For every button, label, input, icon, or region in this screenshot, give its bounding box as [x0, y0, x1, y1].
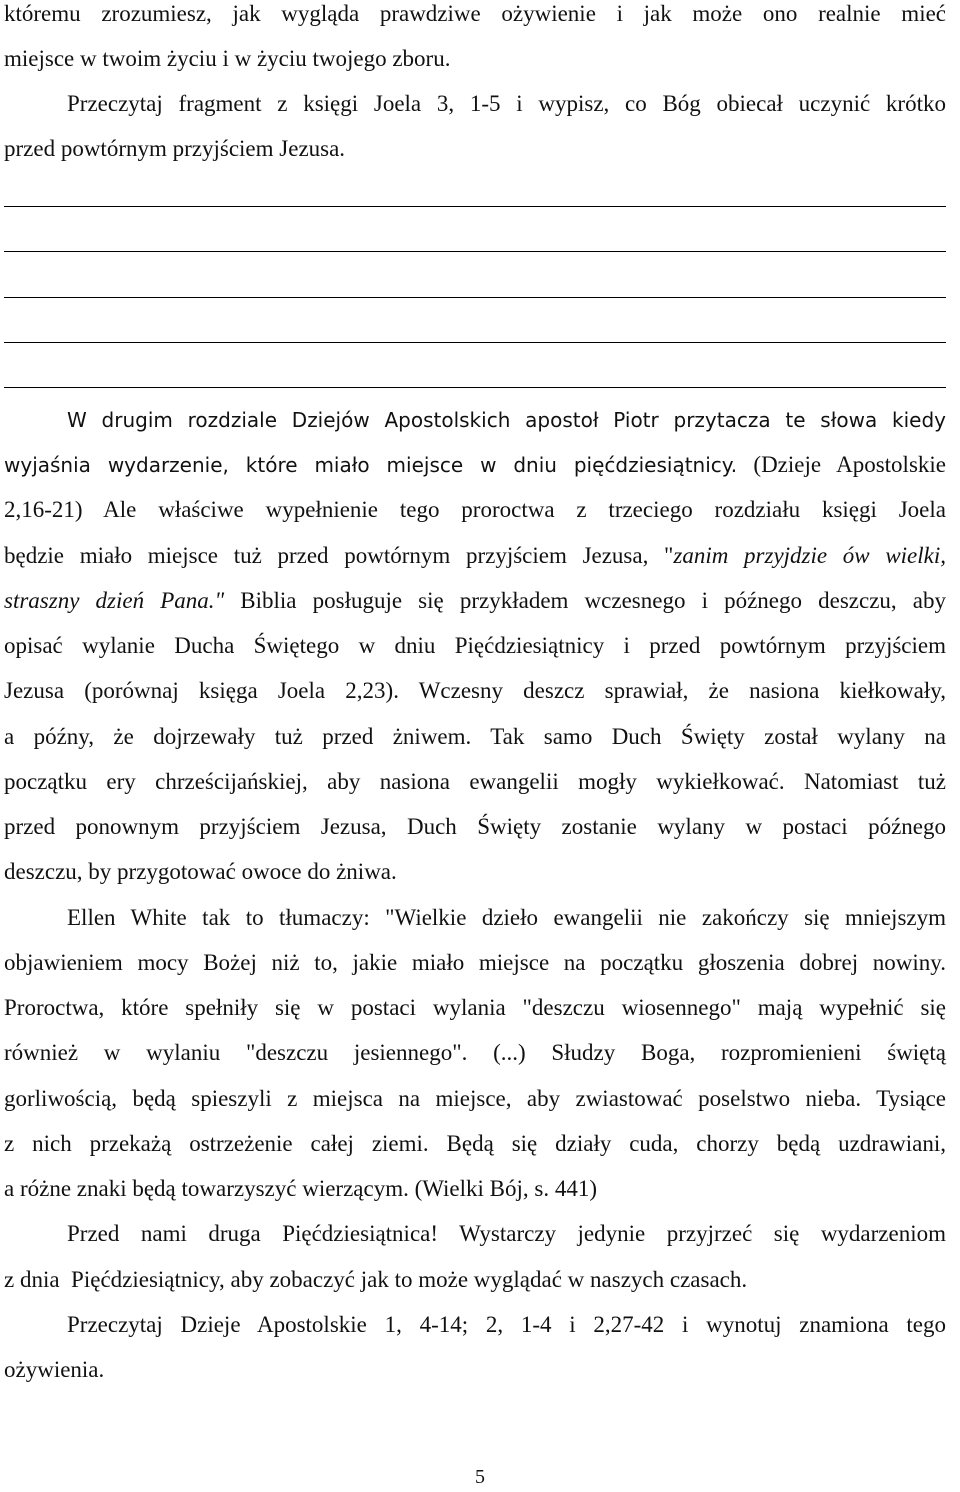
paragraph-3-line-10: przed ponownym przyjściem Jezusa, Duch Święty zostanie wylany w postaci późnego — [4, 814, 946, 839]
answer-line[interactable] — [4, 297, 946, 298]
quote-italic: zanim przyjdzie ów wielki, — [673, 543, 946, 568]
answer-line[interactable] — [4, 387, 946, 388]
paragraph-3-line-4-start: będzie miało miejsce tuż przed powtórnym przyjściem Jezusa, " — [4, 543, 674, 568]
paragraph-1-line-1: któremu zrozumiesz, jak wygląda prawdziwe ożywienie i jak może ono realnie mieć — [4, 1, 946, 26]
paragraph-3-line-11: deszczu, by przygotować owoce do żniwa. — [4, 859, 397, 884]
paragraph-4-line-1: Ellen White tak to tłumaczy: "Wielkie dzieło ewangelii nie zakończy się mniejszym — [67, 905, 946, 930]
paragraph-3-line-4 — [4, 541, 946, 571]
answer-line[interactable] — [4, 251, 946, 252]
quote-italic-end: straszny dzień Pana." — [4, 588, 225, 613]
paragraph-3-line-7: Jezusa (porównaj księga Joela 2,23). Wczesny deszcz sprawiał, że nasiona kiełkowały, — [4, 678, 946, 703]
paragraph-4-line-6: z nich przekażą ostrzeżenie całej ziemi. Będą się działy cuda, chorzy będą uzdrawiani, — [4, 1131, 946, 1156]
paragraph-4-line-4: również w wylaniu "deszczu jesiennego". (...) Słudzy Boga, rozpromienieni świętą — [4, 1040, 946, 1065]
paragraph-2-line-2: przed powtórnym przyjściem Jezusa. — [4, 136, 346, 161]
paragraph-3-line-3: 2,16-21) Ale właściwe wypełnienie tego proroctwa z trzeciego rozdziału księgi Joela — [4, 497, 946, 522]
paragraph-3-line-2-rest: (Dzieje Apostolskie — [737, 452, 946, 477]
paragraph-2-line-1: Przeczytaj fragment z księgi Joela 3, 1-5 i wypisz, co Bóg obiecał uczynić krótko — [67, 91, 946, 116]
paragraph-3-line-5-rest: Biblia posługuje się przykładem wczesnego i późnego deszczu, aby — [224, 588, 946, 613]
answer-line[interactable] — [4, 206, 946, 207]
paragraph-4-line-2: objawieniem mocy Bożej niż to, jakie miało miejsce na początku głoszenia dobrej nowiny. — [4, 950, 946, 975]
paragraph-3-line-9: początku ery chrześcijańskiej, aby nasiona ewangelii mogły wykiełkować. Natomiast tuż — [4, 769, 946, 794]
paragraph-5-line-2: z dnia Pięćdziesiątnicy, aby zobaczyć jak to może wyglądać w naszych czasach. — [4, 1267, 748, 1292]
paragraph-3-line-2 — [4, 450, 946, 480]
paragraph-6-line-1: Przeczytaj Dzieje Apostolskie 1, 4-14; 2, 1-4 i 2,27-42 i wynotuj znamiona tego — [67, 1312, 946, 1337]
paragraph-1-line-2: miejsce w twoim życiu i w życiu twojego zboru. — [4, 46, 451, 71]
paragraph-3-line-5 — [4, 586, 946, 616]
paragraph-4-line-3: Proroctwa, które spełniły się w postaci wylania "deszczu wiosennego" mają wypełnić się — [4, 995, 946, 1020]
paragraph-6-line-2: ożywienia. — [4, 1357, 105, 1382]
paragraph-3-line-1: W drugim rozdziale Dziejów Apostolskich apostoł Piotr przytacza te słowa kiedy — [67, 408, 946, 432]
paragraph-5-line-1: Przed nami druga Pięćdziesiątnica! Wystarczy jedynie przyjrzeć się wydarzeniom — [67, 1221, 946, 1246]
paragraph-3-line-2-sans: wyjaśnia wydarzenie, które miało miejsce w dniu pięćdziesiątnicy. — [4, 453, 738, 477]
page-number: 5 — [475, 1466, 485, 1488]
paragraph-3-line-8: a późny, że dojrzewały tuż przed żniwem. Tak samo Duch Święty został wylany na — [4, 724, 946, 749]
paragraph-4-line-5: gorliwością, będą spieszyli z miejsca na miejsce, aby zwiastować poselstwo nieba. Tysiące — [4, 1086, 946, 1111]
paragraph-4-line-7: a różne znaki będą towarzyszyć wierzącym. (Wielki Bój, s. 441) — [4, 1176, 598, 1201]
paragraph-3-line-6: opisać wylanie Ducha Świętego w dniu Pięćdziesiątnicy i przed powtórnym przyjściem — [4, 633, 946, 658]
answer-line[interactable] — [4, 342, 946, 343]
